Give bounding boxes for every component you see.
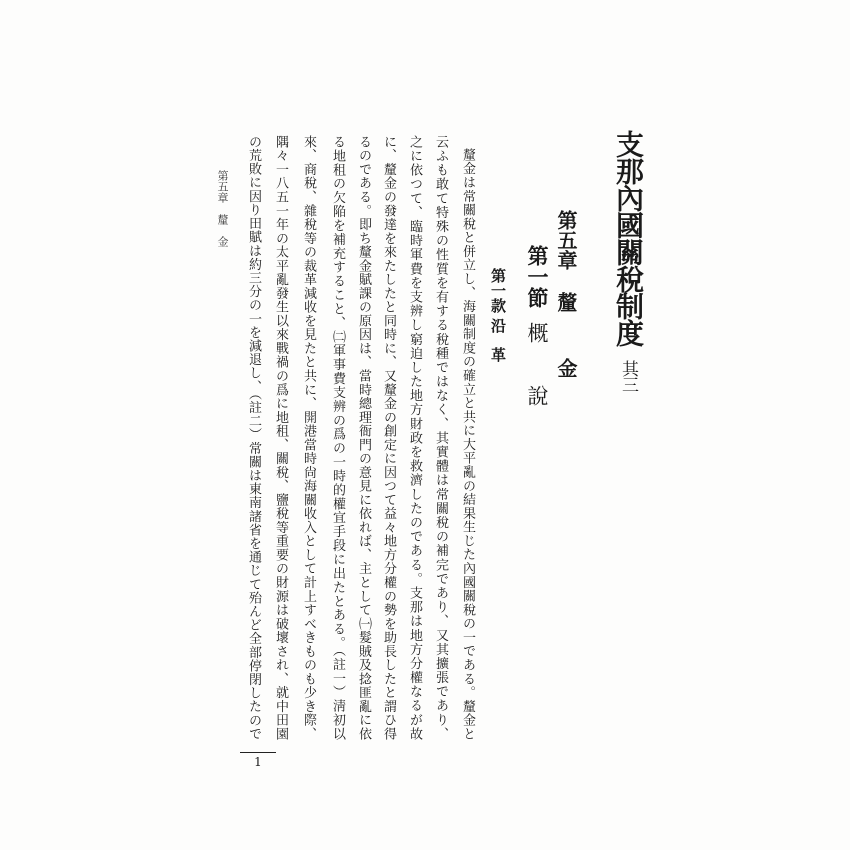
section-heading [522, 245, 552, 406]
chapter-name-1: 釐 [554, 292, 578, 312]
body-line-7: 來、商稅、雜稅等の裁革減收を見たと共に、開港當時尙海關收入として計上すべきものも少き際、 [301, 135, 316, 740]
book-title [608, 130, 648, 392]
body-line-5: るのである。即ち釐金賦課の原因は、當時總理衙門の意見に依れば、主として㈠髮賊及捻匪亂に依 [356, 135, 371, 740]
body-line-8: 隅々一八五一年の太平亂發生以來戰禍の爲に地租、關稅、鹽稅等重要の財源は破壞され、就中田園 [273, 135, 288, 740]
body-line-3: 之に依つて、臨時軍費を支辨し窮迫した地方財政を救濟したのである。支那は地方分權なるが故 [407, 135, 422, 740]
chapter-number: 第五章 [554, 210, 578, 270]
article-name-1: 沿 [489, 318, 507, 333]
body-line-1: 釐金は常關稅と併立し、海關制度の確立と共に大平亂の結果生じた內國關稅の一である。釐金と [460, 148, 475, 740]
section-name-2: 說 [525, 385, 549, 406]
title-main: 支那內國關稅制度 [612, 130, 645, 346]
running-head: 第五章 釐 金 [216, 170, 229, 247]
body-line-9: の荒敗に因り田賦は約三分の一を減退し、（註二）常關は東南諸省を通じて殆んど全部停閉したので [246, 135, 261, 740]
article-name-2: 革 [489, 347, 507, 362]
body-line-2: 云ふも敢て特殊の性質を有する稅種ではなく、其實體は常關稅の補完であり、又其擴張であり、 [433, 135, 448, 740]
section-number: 第一節 [525, 245, 550, 308]
chapter-name-2: 金 [554, 358, 578, 378]
article-number: 第一款 [489, 268, 507, 313]
chapter-heading [552, 210, 581, 378]
section-name-1: 概 [525, 322, 549, 343]
body-line-4: に、釐金の發達を來たしたと同時に、又釐金の創定に因つて益々地方分權の勢を助長したと謂ひ得 [381, 135, 396, 740]
body-line-6: る地租の欠陥を補充すること、㈡軍事費支辨の爲の一時的權宜手段に出たとある。（註一）淸初以 [330, 135, 345, 740]
title-part: 其三 [618, 360, 638, 392]
page-number: 1 [240, 752, 276, 769]
article-heading [488, 268, 509, 362]
